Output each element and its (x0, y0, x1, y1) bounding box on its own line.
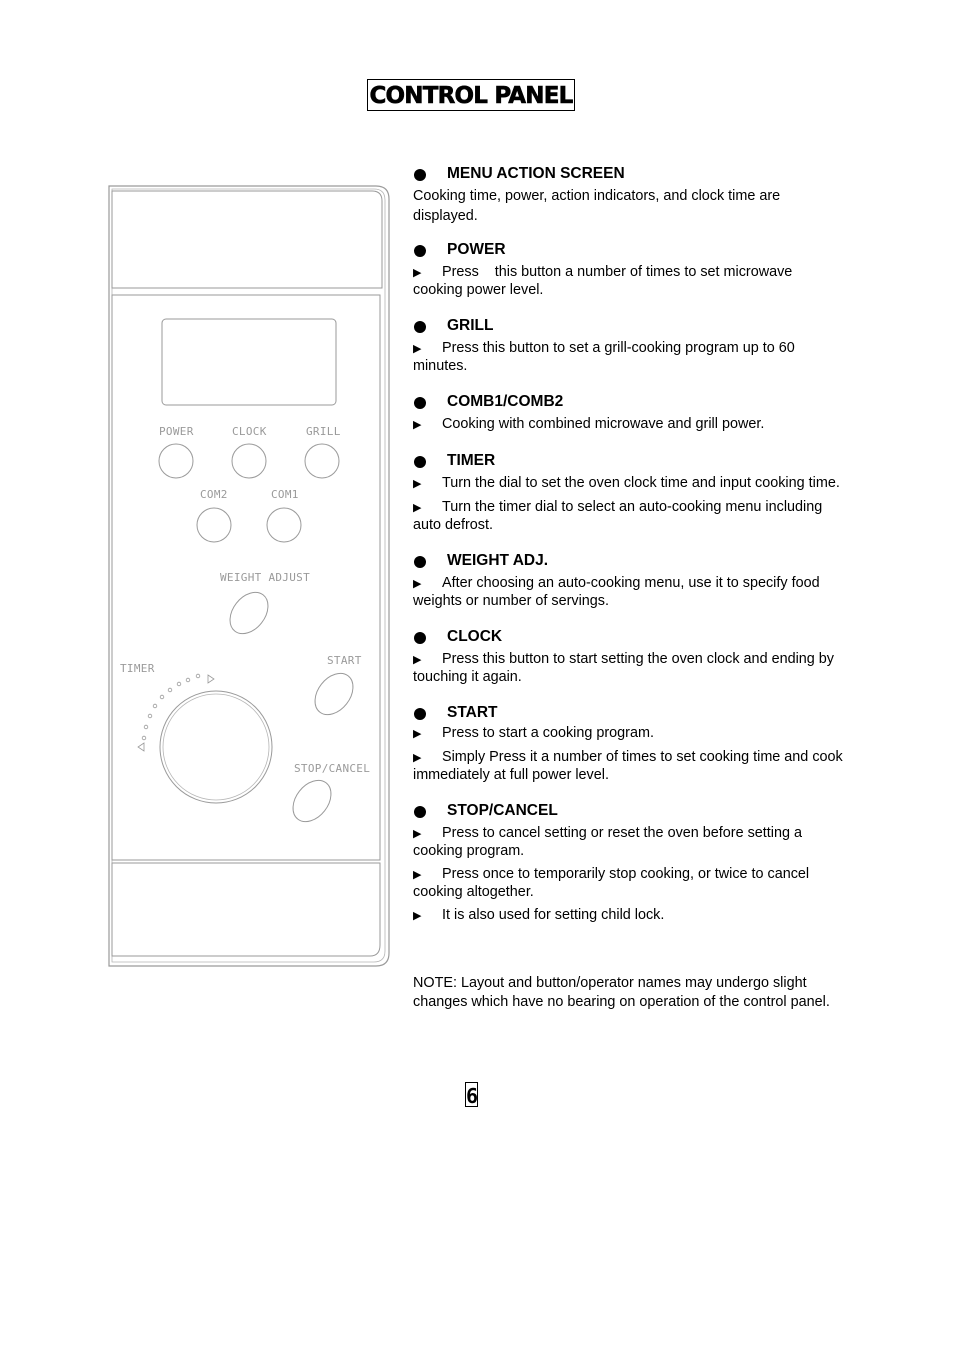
section-title: GRILL (447, 317, 494, 334)
section-weight-adj (413, 551, 843, 610)
stop-cancel-button-label: STOP/CANCEL (294, 762, 371, 775)
power-button-label: POWER (159, 425, 194, 438)
list-item: ▶ Press to cancel setting or reset the oven before setting a cooking program. (413, 825, 802, 859)
panel-bottom-section (112, 863, 380, 956)
triangle-right-icon: ▶ (413, 654, 422, 666)
start-button[interactable] (307, 666, 361, 722)
com2-button[interactable] (197, 508, 231, 542)
list-item: ▶ Turn the dial to set the oven clock time and input cooking time. (413, 475, 840, 491)
timer-dial-dots (142, 674, 200, 740)
section-power (413, 240, 843, 299)
list-item: ▶ Press this button to set a grill-cooking program up to 60 minutes. (413, 340, 795, 374)
com2-button-label: COM2 (200, 488, 228, 501)
bullet-icon (414, 632, 426, 644)
triangle-right-icon: ▶ (413, 578, 422, 590)
section-title: WEIGHT ADJ. (447, 552, 549, 569)
list-item: ▶ Cooking with combined microwave and grill power. (413, 416, 765, 432)
stop-cancel-button[interactable] (285, 773, 339, 829)
section-timer (413, 451, 843, 534)
bullet-icon (414, 456, 426, 468)
section-grill (413, 316, 843, 375)
list-item: ▶ Press this button to start setting the oven clock and ending by touching it again. (413, 651, 834, 685)
list-item: ▶ Press once to temporarily stop cooking, or twice to cancel cooking altogether. (413, 866, 810, 900)
clock-button[interactable] (232, 444, 266, 478)
section-title: TIMER (447, 452, 496, 469)
timer-dial[interactable] (160, 691, 272, 803)
bullet-icon (414, 806, 426, 818)
section-title: STOP/CANCEL (447, 802, 558, 819)
section-comb (413, 392, 843, 434)
grill-button-label: GRILL (306, 425, 341, 438)
weight-adjust-label: WEIGHT ADJUST (220, 571, 310, 584)
page-title: CONTROL PANEL (369, 83, 573, 109)
page-number: 6 (466, 1084, 479, 1108)
section-menu-action-screen (413, 164, 843, 226)
display-screen (162, 319, 336, 405)
start-button-label: START (327, 654, 362, 667)
section-title: MENU ACTION SCREEN (447, 165, 625, 182)
timer-label: TIMER (120, 662, 155, 675)
triangle-right-icon: ▶ (413, 752, 422, 764)
timer-arrow-left-icon (138, 743, 144, 751)
panel-top-section (112, 191, 382, 288)
list-item: ▶ Turn the timer dial to select an auto-cooking menu including auto defrost. (413, 499, 823, 533)
section-start (413, 703, 843, 784)
triangle-right-icon: ▶ (413, 267, 422, 279)
bullet-icon (414, 245, 426, 257)
com1-button-label: COM1 (271, 488, 299, 501)
clock-button-label: CLOCK (232, 425, 267, 438)
bullet-icon (414, 708, 426, 720)
bullet-icon (414, 321, 426, 333)
triangle-right-icon: ▶ (413, 828, 422, 840)
bullet-icon (414, 556, 426, 568)
triangle-right-icon: ▶ (413, 502, 422, 514)
section-stop-cancel (413, 801, 843, 925)
bullet-icon (414, 169, 426, 181)
section-title: COMB1/COMB2 (447, 393, 564, 410)
com1-button[interactable] (267, 508, 301, 542)
weight-adjust-button[interactable] (222, 585, 276, 641)
triangle-right-icon: ▶ (413, 343, 422, 355)
section-title: POWER (447, 241, 506, 258)
section-clock (413, 627, 843, 686)
list-item: ▶ Press to start a cooking program. (413, 725, 654, 741)
note-text: NOTE: Layout and button/operator names may undergo slight changes which have no bearing on operation of the control panel. (413, 975, 830, 1010)
list-item: ▶ After choosing an auto-cooking menu, use it to specify food weights or number of servings. (413, 575, 820, 609)
triangle-right-icon: ▶ (413, 728, 422, 740)
page-title-box (367, 79, 575, 111)
control-descriptions (413, 164, 843, 925)
section-title: CLOCK (447, 628, 503, 645)
list-item: ▶ Simply Press it a number of times to set cooking time and cook immediately at full power level. (413, 749, 843, 783)
list-item: ▶ It is also used for setting child lock. (413, 907, 665, 923)
timer-arrow-right-icon (208, 675, 214, 683)
list-item: ▶ Press this button a number of times to set microwave cooking power level. (413, 264, 797, 298)
bullet-icon (414, 397, 426, 409)
triangle-right-icon: ▶ (413, 910, 422, 922)
grill-button[interactable] (305, 444, 339, 478)
triangle-right-icon: ▶ (413, 869, 422, 881)
control-panel-diagram (108, 185, 390, 967)
page-number-box (465, 1082, 478, 1107)
section-description: Cooking time, power, action indicators, and clock time are displayed. (413, 188, 781, 224)
power-button[interactable] (159, 444, 193, 478)
section-title: START (447, 704, 498, 721)
triangle-right-icon: ▶ (413, 478, 422, 490)
triangle-right-icon: ▶ (413, 419, 422, 431)
